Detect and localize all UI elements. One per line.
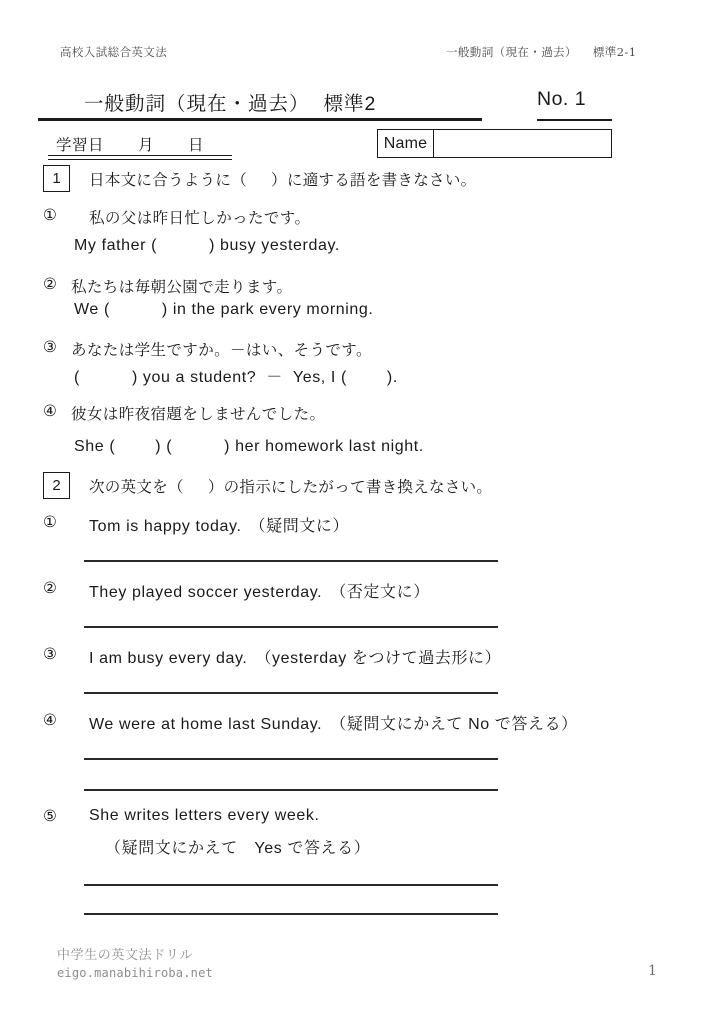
item-english-part-1: We ( [74,301,110,318]
running-header-topic: 一般動詞（現在・過去） [446,45,577,59]
item-japanese: 彼女は昨夜宿題をしませんでした。 [71,406,326,423]
study-date-label: 学習日 [56,137,105,154]
exercise-2-item-4-answer-line-2[interactable] [84,789,498,791]
item-japanese: あなたは学生ですか。－はい、そうです。 [71,342,372,359]
page-title [84,88,376,116]
item-mark: ② [43,580,57,597]
item-mark: ② [43,276,57,293]
item-english-dash: － [266,369,283,386]
item-japanese: 私たちは毎朝公園で走ります。 [71,279,293,296]
item-english-part-2: ) ( [155,438,173,455]
item-japanese: 私の父は昨日忙しかったです。 [89,210,311,227]
item-mark: ⑤ [43,808,57,825]
item-english-part-4: ). [386,369,398,386]
item-english-part-1: ( [74,369,80,386]
item-english-part-1: She ( [74,438,116,455]
item-mark: ① [43,207,57,224]
item-direction: （否定文に） [330,584,430,601]
item-direction: （yesterday をつけて過去形に） [255,650,502,667]
footer-url: eigo.manabihiroba.net [57,966,213,980]
exercise-2-instruction-b: ）の指示にしたがって書き換えなさい。 [207,478,493,496]
item-direction: （疑問文に） [249,518,350,535]
exercise-2-heading [43,472,492,499]
item-english-part-1: My father ( [74,237,158,254]
exercise-1-heading [43,165,476,192]
item-prompt [89,711,578,734]
exercise-2-item-2-answer-line[interactable] [84,626,498,628]
study-date-day: 日 [188,137,205,154]
item-english[interactable] [74,237,340,255]
exercise-2-item-3-answer-line[interactable] [84,692,498,694]
item-english[interactable] [74,438,424,456]
page-title-main: 一般動詞（現在・過去） [84,93,310,115]
item-prompt [89,513,349,536]
exercise-2-item-5-answer-line-2[interactable] [84,913,498,915]
title-row [0,88,724,122]
item-sentence: They played soccer yesterday. [89,584,323,601]
exercise-2-item-5-answer-line-1[interactable] [84,884,498,886]
title-underline [38,118,482,121]
exercise-2-item-1-answer-line[interactable] [84,560,498,562]
item-english[interactable] [74,364,398,387]
study-date-row [56,133,204,155]
exercise-2-item-4-answer-line-1[interactable] [84,758,498,760]
item-prompt [89,645,501,668]
running-header-right [446,44,636,60]
name-box[interactable] [377,129,612,158]
item-sentence: I am busy every day. [89,650,248,667]
exercise-2-instruction-a: 次の英文を（ [89,478,184,496]
item-direction: （疑問文にかえて Yes で答える） [105,840,371,857]
item-mark: ③ [43,339,57,356]
item-sentence: She writes letters every week. [89,807,320,824]
exercise-1-number: 1 [43,165,70,192]
name-input[interactable] [434,130,611,157]
study-date-underline-bottom [48,159,232,160]
item-english[interactable] [74,301,373,319]
running-header-code: 標準2-1 [592,45,637,59]
item-english-part-2: ) you a student? [131,369,257,386]
item-mark: ④ [43,712,57,729]
item-direction: （疑問文にかえて No で答える） [330,716,578,733]
exercise-1-instruction [89,168,476,190]
name-label: Name [378,130,434,157]
exercise-1-instruction-a: 日本文に合うように（ [89,171,248,189]
exercise-2-instruction [89,475,492,497]
study-date-underline-top [48,155,232,156]
item-english-part-3: Yes, I ( [292,369,347,386]
item-prompt [89,579,430,602]
footer-brand: 中学生の英文法ドリル [57,948,194,963]
study-date-month: 月 [138,137,155,154]
exercise-2-number: 2 [43,472,70,499]
item-mark: ④ [43,403,57,420]
item-mark: ③ [43,646,57,663]
page-title-level: 標準2 [323,93,377,115]
item-sentence: Tom is happy today. [89,518,242,535]
footer-page-number: 1 [648,963,657,979]
item-english-part-2: ) in the park every morning. [161,301,374,318]
item-mark: ① [43,514,57,531]
sheet-number: No. 1 [537,88,587,110]
running-header-left: 高校入試総合英文法 [60,45,168,59]
item-english-part-3: ) her homework last night. [224,438,424,455]
item-english-part-2: ) busy yesterday. [209,237,340,254]
exercise-1-instruction-b: ）に適する語を書きなさい。 [271,171,477,189]
sheet-number-underline [537,119,612,121]
item-sentence: We were at home last Sunday. [89,716,323,733]
